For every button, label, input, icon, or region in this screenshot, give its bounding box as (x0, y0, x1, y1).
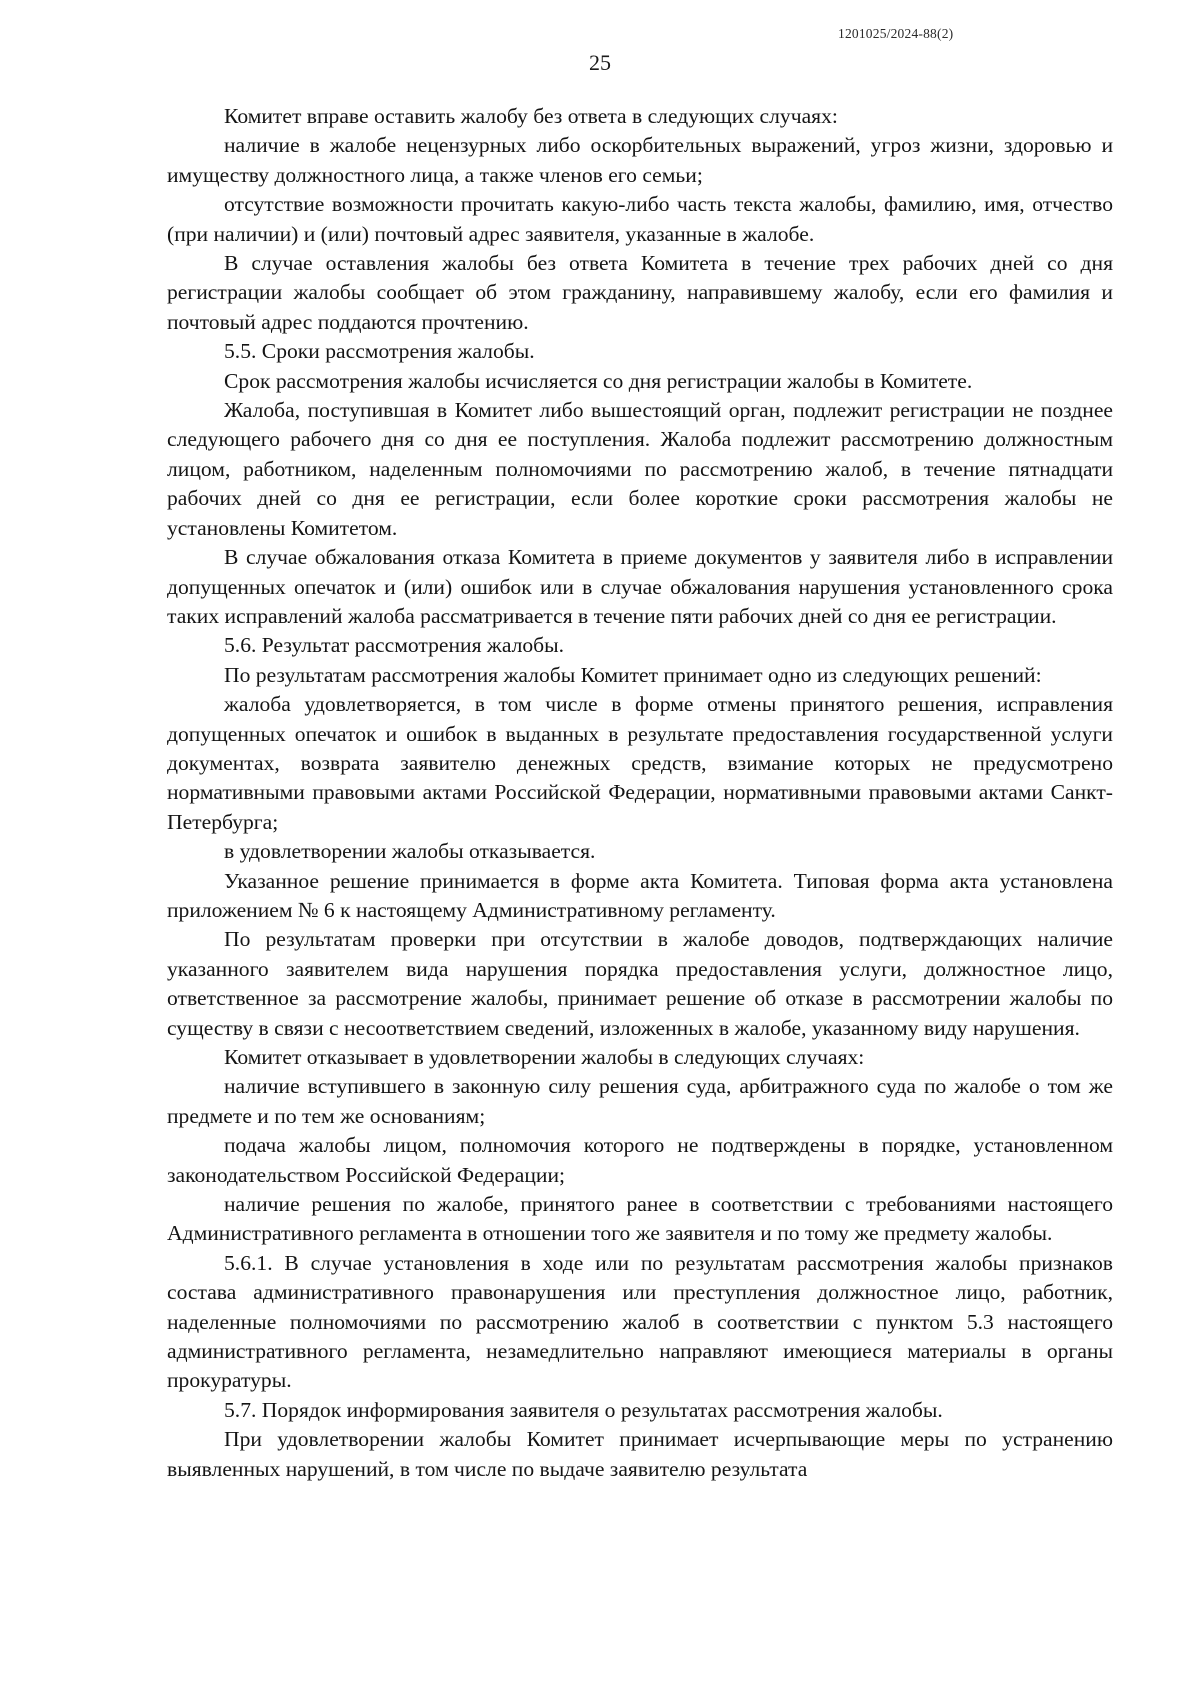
paragraph: наличие вступившего в законную силу решения суда, арбитражного суда по жалобе о том же предмете и по тем же основаниям; (167, 1074, 1113, 1128)
paragraph: В случае обжалования отказа Комитета в приеме документов у заявителя либо в исправлении допущенных опечаток и (или) ошибок или в случае обжалования нарушения установленного срока таких исправлений жалоба рассматривается в течение пяти рабочих дней со дня ее регистрации. (167, 545, 1113, 628)
paragraph: подача жалобы лицом, полномочия которого не подтверждены в порядке, установленном законодательством Российской Федерации; (167, 1133, 1113, 1187)
paragraph: в удовлетворении жалобы отказывается. (224, 839, 596, 864)
paragraph: наличие в жалобе нецензурных либо оскорбительных выражений, угроз жизни, здоровью и имуществу должностного лица, а также членов его семьи; (167, 133, 1113, 187)
paragraph: По результатам проверки при отсутствии в жалобе доводов, подтверждающих наличие указанного заявителем вида нарушения порядка предоставления услуги, должностное лицо, ответственное за рассмотрение жалобы, принимает решение об отказе в рассмотрении жалобы по существу в связи с несоответствием сведений, изложенных в жалобе, указанному виду нарушения. (167, 927, 1113, 1040)
paragraph: наличие решения по жалобе, принятого ранее в соответствии с требованиями настоящего Административного регламента в отношении того же заявителя и по тому же предмету жалобы. (167, 1192, 1113, 1246)
paragraph: Комитет отказывает в удовлетворении жалобы в следующих случаях: (224, 1045, 865, 1069)
section-heading: 5.6. Результат рассмотрения жалобы. (224, 633, 565, 658)
paragraph: При удовлетворении жалобы Комитет принимает исчерпывающие меры по устранению выявленных нарушений, в том числе по выдаче заявителю результата (167, 1427, 1113, 1481)
paragraph: По результатам рассмотрения жалобы Комитет принимает одно из следующих решений: (224, 662, 1042, 687)
paragraph: отсутствие возможности прочитать какую-либо часть текста жалобы, фамилию, имя, отчество (при наличии) и (или) почтовый адрес заявителя, указанные в жалобе. (167, 192, 1113, 246)
section-heading: 5.5. Сроки рассмотрения жалобы. (224, 339, 535, 364)
page-number: 25 (589, 50, 611, 75)
paragraph: 5.6.1. В случае установления в ходе или по результатам рассмотрения жалобы признаков состава административного правонарушения или преступления должностное лицо, работник, наделенные полномочиями по рассмотрению жалоб в соответствии с пунктом 5.3 настоящего административного регламента, незамедлительно направляют имеющиеся материалы в органы прокуратуры. (167, 1250, 1113, 1393)
document-body (167, 102, 1113, 1484)
section-heading: 5.7. Порядок информирования заявителя о результатах рассмотрения жалобы. (224, 1397, 943, 1422)
paragraph: Жалоба, поступившая в Комитет либо вышестоящий орган, подлежит регистрации не позднее следующего рабочего дня со дня ее поступления. Жалоба подлежит рассмотрению должностным лицом, работником, наделенным полномочиями по рассмотрению жалоб, в течение пятнадцати рабочих дней со дня ее регистрации, если более короткие сроки рассмотрения жалобы не установлены Комитетом. (167, 398, 1113, 540)
paragraph: Комитет вправе оставить жалобу без ответа в следующих случаях: (224, 104, 838, 128)
paragraph: Указанное решение принимается в форме акта Комитета. Типовая форма акта установлена приложением № 6 к настоящему Административному регламенту. (167, 868, 1113, 922)
document-registration-code: 1201025/2024-88(2) (838, 26, 954, 41)
paragraph: В случае оставления жалобы без ответа Комитета в течение трех рабочих дней со дня регистрации жалобы сообщает об этом гражданину, направившему жалобу, если его фамилия и почтовый адрес поддаются прочтению. (167, 251, 1113, 334)
paragraph: жалоба удовлетворяется, в том числе в форме отмены принятого решения, исправления допущенных опечаток и ошибок в выданных в результате предоставления государственной услуги документах, возврата заявителю денежных средств, взимание которых не предусмотрено нормативными правовыми актами Российской Федерации, нормативными правовыми актами Санкт-Петербурга; (167, 692, 1113, 834)
paragraph: Срок рассмотрения жалобы исчисляется со дня регистрации жалобы в Комитете. (224, 368, 973, 393)
